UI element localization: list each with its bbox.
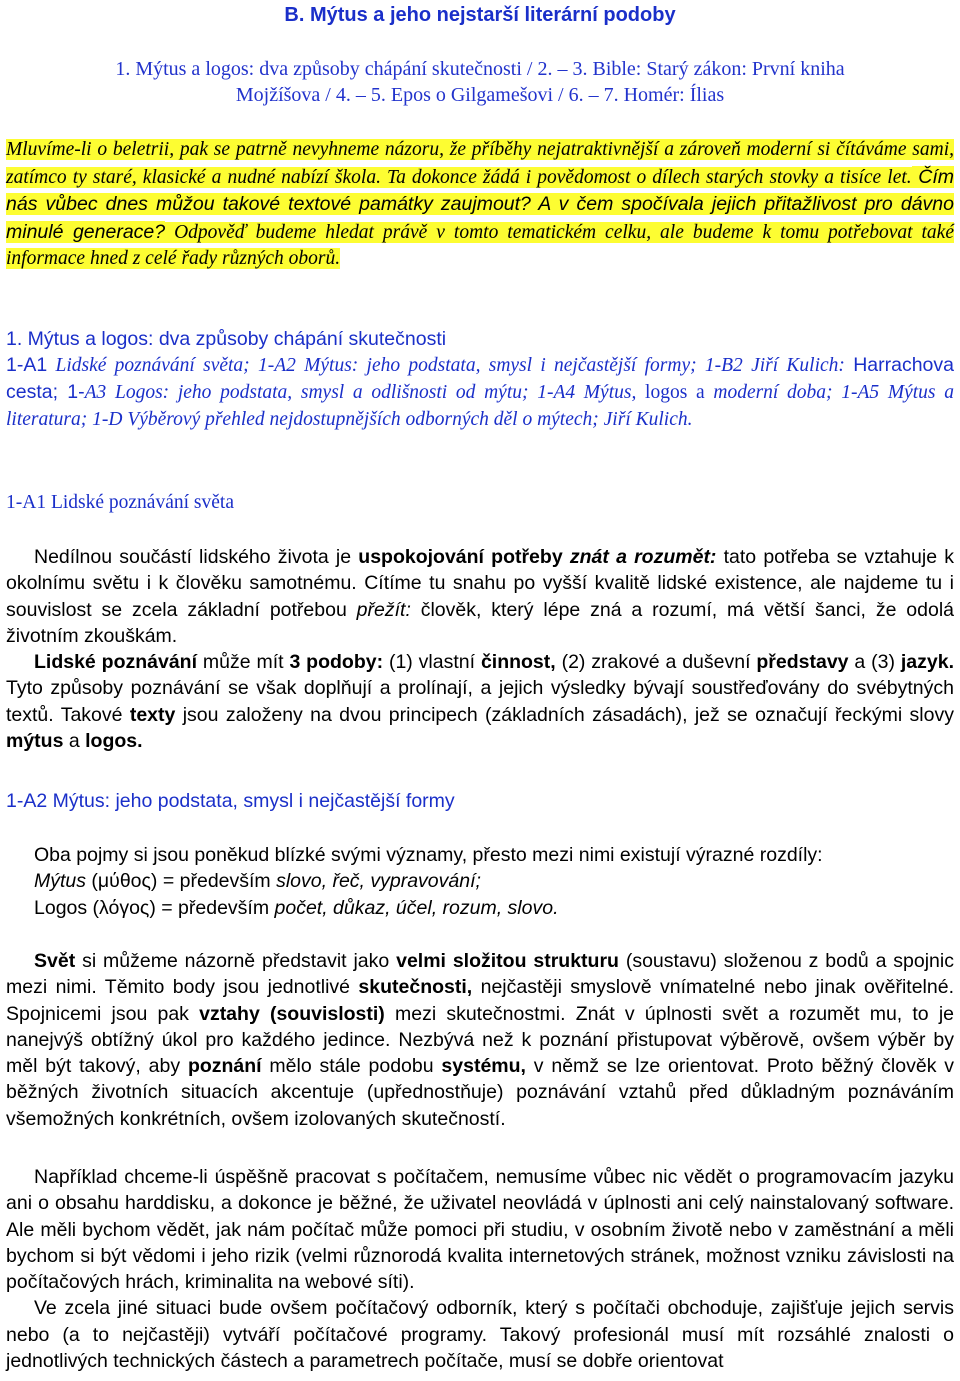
toc-line-1: 1. Mýtus a logos: dva způsoby chápání skutečnosti / 2. – 3. Bible: Starý zákon: První kniha [115, 58, 845, 80]
section-a2-examples [6, 1164, 954, 1374]
section-a2-heading: 1-A2 Mýtus: jeho podstata, smysl i nejčastější formy [6, 790, 455, 812]
section-a1-heading: 1-A1 Lidské poznávání světa [6, 492, 234, 513]
section-a1-paragraph-1: Nedílnou součástí lidského života je uspokojování potřeby znát a rozumět: tato potřeba se vztahuje k okolnímu světu i k člověku samotnému. Cítíme tu snahu po vyšší kvalitě lidské existence, ale najdeme tu i souvislost se zcela základní potřebou přežít: člověk, který lépe zná a rozumí, má větší šanci, že odolá životním zkouškám. [6, 546, 955, 647]
table-of-contents [6, 56, 954, 108]
toc-line-2: Mojžíšova / 4. – 5. Epos o Gilgamešovi / 6. – 7. Homér: Ílias [235, 84, 725, 106]
section-a2-logos-definition: Logos (λόγος) = především počet, důkaz, účel, rozum, slovo. [34, 896, 559, 919]
section-a1 [6, 490, 954, 516]
section-1 [6, 326, 954, 433]
section-a2-paragraph-world: Svět si můžeme názorně představit jako velmi složitou strukturu (soustavu) složenou z bodů a spojnic mezi nimi. Těmito body jsou jednotlivé skutečnosti, nejčastěji smyslově vnímatelné nebo jinak ověřitelné. Spojnicemi jsou pak vztahy (souvislosti) mezi skutečnostmi. Znát v úplnosti svět a rozumět mu, to je nanejvýš obtížný úkol pro každého jedince. Nezbývá než k poznání přistupovat výběrově, ovšem výběr by měl být takový, aby poznání mělo stále podobu systému, v němž se lze orientovat. Proto běžný člověk v běžných životních situacích akcentuje (upřednostňuje) poznávání vztahů před důkladným poznáváním všemožných konkrétních, ovšem izolovaných skutečností. [6, 950, 955, 1130]
document-title: B. Mýtus a jeho nejstarší literární podoby [284, 4, 676, 26]
section-a2 [6, 788, 954, 814]
intro-text-2: Ta dokonce žádá i povědomost o dílech starých stovky a tisíce let. [380, 166, 912, 188]
section-a2-paragraph-expert: Ve zcela jiné situaci bude ovšem počítačový odborník, který s počítači obchoduje, zajišťuje jejich servis nebo (a to nejčastěji) vytváří počítačové programy. Takový profesionál musí mít rozsáhlé znalosti o jednotlivých technických částech a parametrech počítače, musí se dobře orientovat [6, 1297, 954, 1373]
section-a2-definitions [6, 842, 954, 921]
intro-text-1: Mluvíme-li o beletrii, pak se patrně nevyhneme názoru, že příběhy nejatraktivnější a zároveň moderní si čítáváme sami, zatímco ty staré, klasické a nudné nabízí škola. [6, 139, 954, 188]
intro-paragraph [6, 137, 954, 273]
section-a2-mythos-definition: Mýtus (μύθος) = především slovo, řeč, vypravování; [34, 870, 481, 893]
intro-text-3: Čím nás vůbec dnes můžou takové textové památky zaujmout? A v čem spočívala jejich přitažlivost pro dávno minulé generace? [6, 165, 954, 243]
section-a1-paragraph-2: Lidské poznávání může mít 3 podoby: (1) vlastní činnost, (2) zrakové a duševní představy a (3) jazyk. Tyto způsoby poznávání se však doplňují a prolínají, a jejich výsledky bývají soustřeďovány do svébytných textů. Takové texty jsou založeny na dvou principech (základních zásadách), jež se označují řeckými slovy mýtus a logos. [6, 651, 954, 753]
section-a1-body [6, 544, 954, 754]
section-a2-paragraph-computer: Například chceme-li úspěšně pracovat s počítačem, nemusíme vůbec nic vědět o programovacím jazyku ani o obsahu harddisku, a dokonce je běžné, že uživatel neovládá v úplnosti ani celý nainstalovaný software. Ale měli bychom vědět, jak nám počítač může pomoci při studiu, v osobním životě nebo v zaměstnání a měli bychom si být vědomi i jeho rizik (velmi různorodá kvalita internetových stránek, možnost vzniku závislosti na počítačových hrách, kriminalita na webové síti). [6, 1166, 954, 1294]
intro-text-4: Odpověď budeme hledat právě v tomto tematickém celku, ale budeme k tomu potřebovat také informace hned z celé řady různých oborů. [6, 221, 954, 269]
section-a2-paragraph-1: Oba pojmy si jsou poněkud blízké svými významy, přesto mezi nimi existují výrazné rozdíly: [34, 844, 823, 866]
section-1-contents: 1-A1 Lidské poznávání světa; 1-A2 Mýtus: jeho podstata, smysl i nejčastější formy; 1-B2 Jiří Kulich: Harrachova cesta; 1-A3 Logos: jeho podstata, smysl a odlišnosti od mýtu; 1-A4 Mýtus, logos a moderní doba; 1-A5 Mýtus a literatura; 1-D Výběrový přehled nejdostupnějších odborných děl o mýtech; Jiří Kulich. [6, 354, 954, 431]
section-a2-world [6, 948, 954, 1132]
section-1-heading: 1. Mýtus a logos: dva způsoby chápání skutečnosti [6, 328, 447, 350]
